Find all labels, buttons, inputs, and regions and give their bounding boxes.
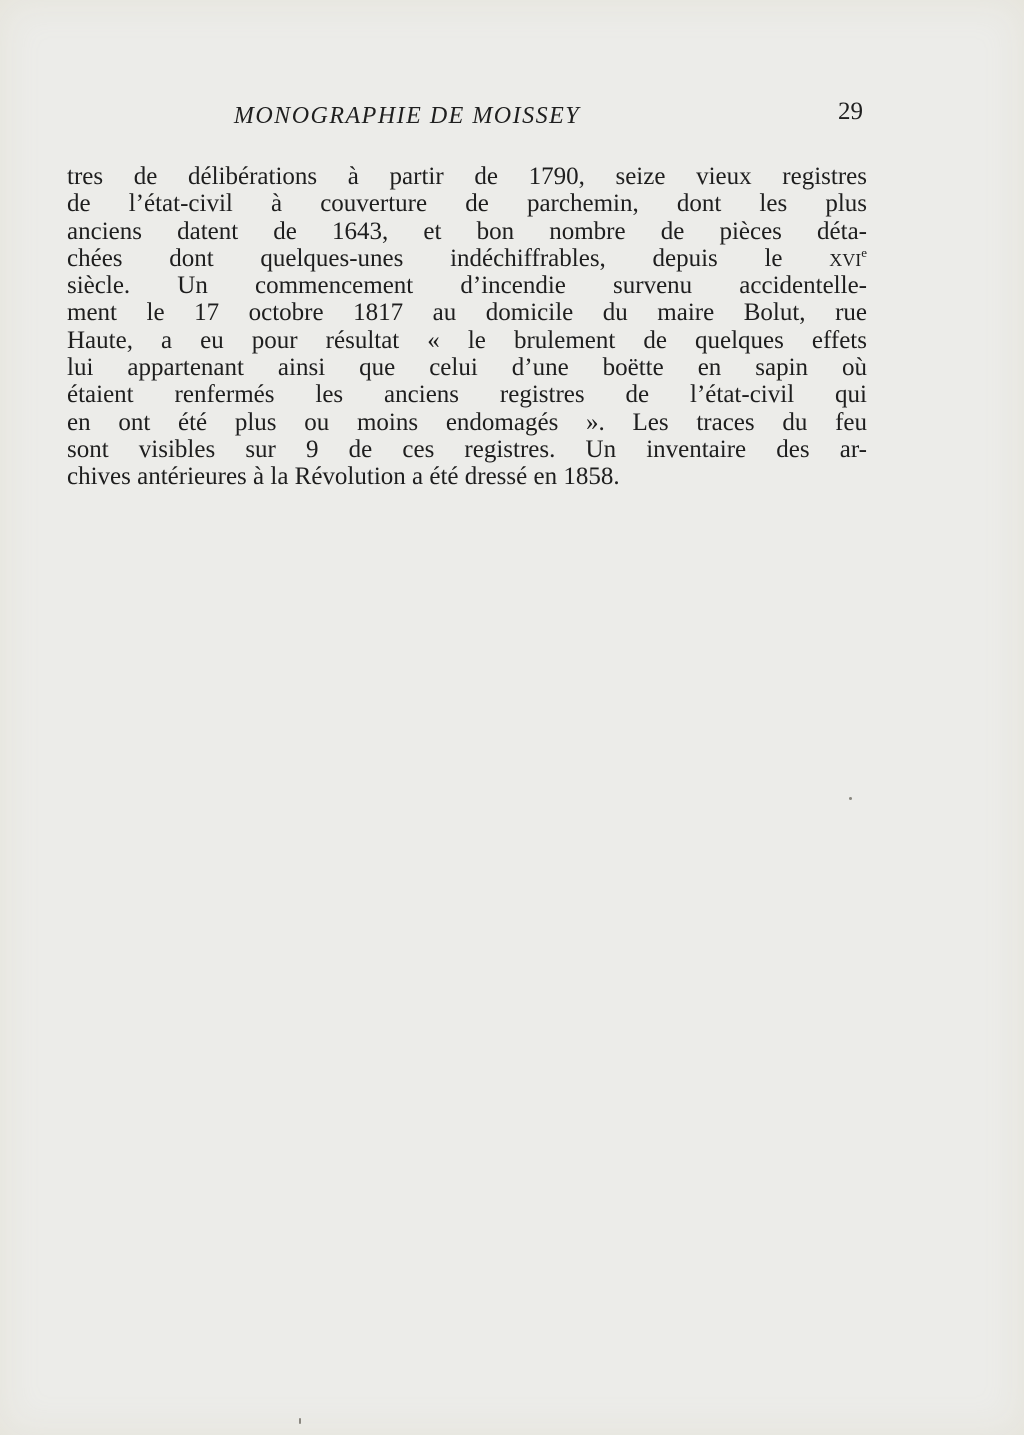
text-line: en ont été plus ou moins endomagés ». Les traces du feu: [67, 408, 867, 436]
text-line: chives antérieures à la Révolution a été dressé en 1858.: [67, 463, 620, 491]
text-line: étaient renfermés les anciens registres de l’état-civil qui: [67, 381, 867, 409]
paper-speck: [299, 1418, 301, 1424]
text-line: ment le 17 octobre 1817 au domicile du maire Bolut, rue: [67, 299, 867, 327]
text-line: lui appartenant ainsi que celui d’une boëtte en sapin où: [67, 354, 867, 382]
century-numeral: xvi: [829, 244, 862, 272]
running-title: MONOGRAPHIE DE MOISSEY: [233, 103, 581, 129]
text-line: siècle. Un commencement d’incendie survenu accidentelle-: [67, 272, 867, 300]
text-line: [67, 245, 867, 272]
text-line-content: chées dont quelques-unes indéchiffrables, depuis le: [67, 244, 783, 272]
text-line: sont visibles sur 9 de ces registres. Un inventaire des ar-: [67, 435, 867, 463]
century-superscript: e: [861, 244, 867, 260]
page-number: 29: [838, 98, 863, 125]
text-line: tres de délibérations à partir de 1790, seize vieux registres: [67, 163, 867, 190]
body-paragraph: [67, 163, 867, 491]
text-line: de l’état-civil à couverture de parchemin, dont les plus: [67, 190, 867, 218]
text-line: anciens datent de 1643, et bon nombre de pièces déta-: [67, 217, 867, 245]
text-line: Haute, a eu pour résultat « le brulement de quelques effets: [67, 326, 867, 354]
running-header: [67, 98, 867, 132]
paper-speck: [849, 797, 852, 800]
